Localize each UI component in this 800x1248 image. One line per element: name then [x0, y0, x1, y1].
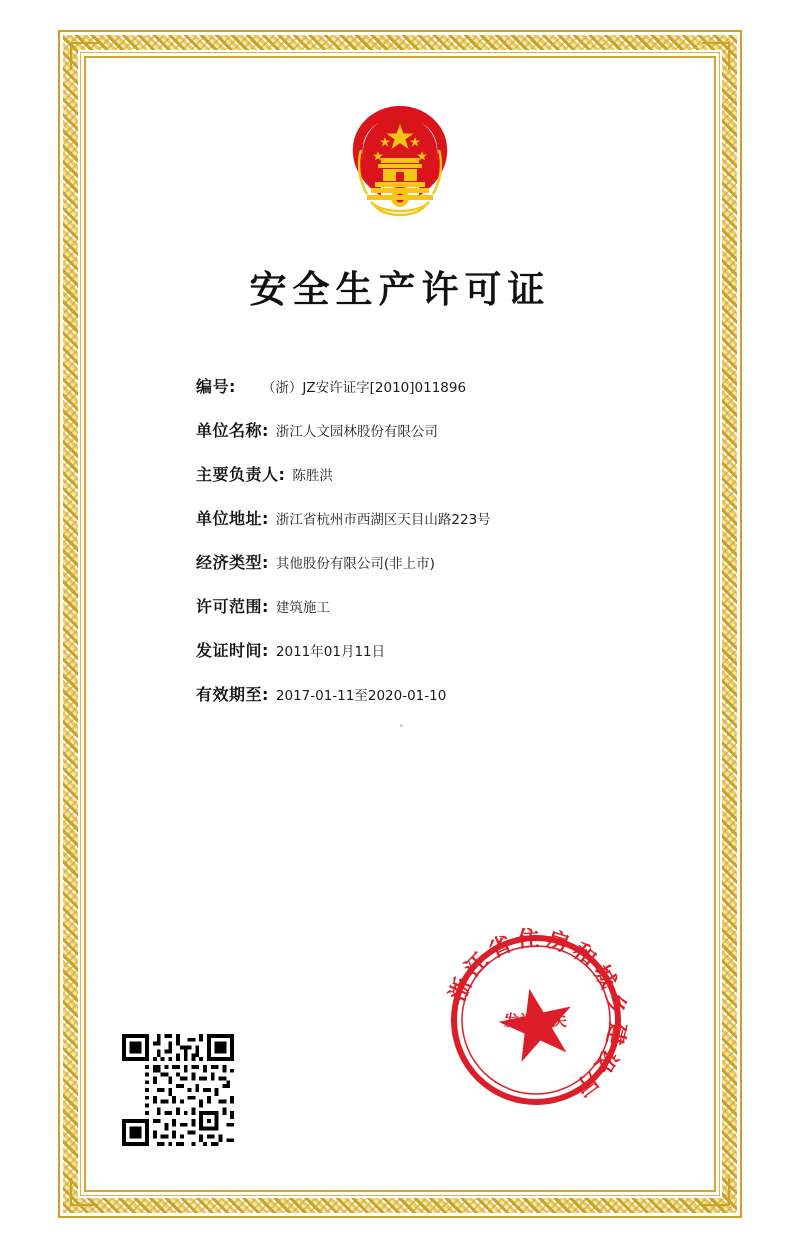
field-label: 单位地址:	[196, 509, 269, 528]
field-value: 其他股份有限公司(非上市)	[275, 556, 435, 572]
field-value: 浙江省杭州市西湖区天目山路223号	[275, 512, 491, 528]
field-value: 2011年01月11日	[275, 644, 386, 660]
page-title: 安全生产许可证	[249, 268, 551, 311]
field-row-valid-until	[196, 682, 668, 705]
field-row-company-address	[196, 506, 668, 529]
qr-code-icon	[122, 1034, 234, 1146]
certificate-content	[92, 64, 708, 1184]
red-round-official-seal-icon	[438, 922, 634, 1118]
field-value: 2017-01-11至2020-01-10	[275, 688, 447, 704]
field-label: 发证时间:	[196, 641, 269, 660]
field-label: 经济类型:	[196, 553, 269, 572]
field-value: 浙江人文园林股份有限公司	[275, 424, 438, 440]
svg-text:浙江省住房和城乡建设厅: 浙江省住房和城乡建设厅	[445, 926, 630, 1103]
field-row-principal-person	[196, 462, 668, 485]
field-label: 主要负责人:	[196, 465, 286, 484]
field-value: （浙）JZ安许证字[2010]011896	[261, 380, 467, 396]
license-field-list	[196, 374, 668, 726]
field-value: 建筑施工	[275, 600, 330, 616]
field-row-economic-type	[196, 550, 668, 573]
field-label: 有效期至:	[196, 685, 269, 704]
field-label: 单位名称:	[196, 421, 269, 440]
seal-center-text: 发证机关	[503, 1011, 568, 1030]
field-row-license-scope	[196, 594, 668, 617]
field-label: 编号:	[196, 377, 236, 396]
field-row-license-number	[196, 374, 668, 397]
field-row-issue-date	[196, 638, 668, 661]
china-national-emblem-icon	[345, 102, 455, 232]
field-label: 许可范围:	[196, 597, 269, 616]
field-value: 陈胜洪	[292, 468, 333, 484]
page-center-mark	[400, 724, 403, 727]
field-row-company-name	[196, 418, 668, 441]
